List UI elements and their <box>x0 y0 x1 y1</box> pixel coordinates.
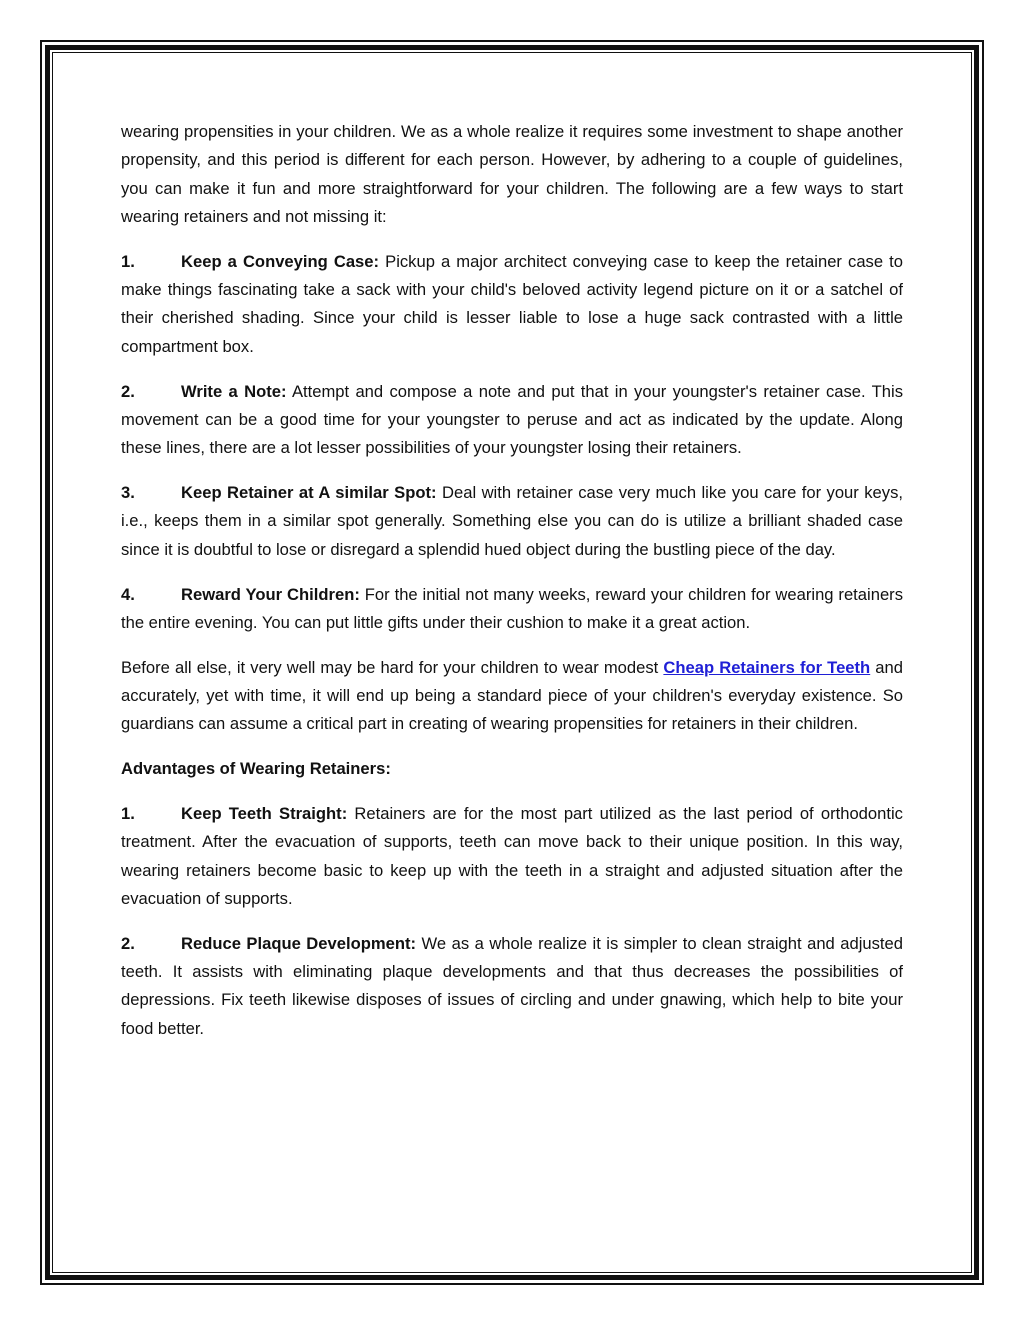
closing-text-after: and accurately, yet with time, it will end up being a standard piece of your children's everyday existence. So guardians can assume a critical part in creating of wearing propensities for retainers in their children. <box>121 657 903 734</box>
tip-number: 3. <box>121 483 135 503</box>
tip-item-4 <box>121 581 903 638</box>
advantage-title: Keep Teeth Straight: <box>181 804 348 824</box>
advantage-number: 1. <box>121 804 135 824</box>
tip-item-3 <box>121 479 903 564</box>
tip-number: 2. <box>121 381 135 401</box>
document-body <box>121 118 903 1060</box>
tip-title: Keep Retainer at A similar Spot: <box>181 483 437 503</box>
tip-text: Pickup a major architect conveying case to keep the retainer case to make things fascinating take a sack with your child's beloved activity legend picture on it or a satchel of their cherished shading. Since your child is lesser liable to lose a huge sack contrasted with a little compartment box. <box>121 251 903 356</box>
tip-number: 1. <box>121 251 135 271</box>
tip-text: For the initial not many weeks, reward your children for wearing retainers the entire evening. You can put little gifts under their cushion to make it a great action. <box>121 584 903 632</box>
tip-title: Keep a Conveying Case: <box>181 251 380 271</box>
advantages-heading: Advantages of Wearing Retainers: <box>121 759 391 779</box>
advantage-number: 2. <box>121 933 135 953</box>
tip-text: Deal with retainer case very much like you care for your keys, i.e., keeps them in a similar spot generally. Something else you can do is utilize a brilliant shaded case since it is doubtful to lose or disregard a splendid hued object during the bustling piece of the day. <box>121 483 903 559</box>
advantage-text: We as a whole realize it is simpler to clean straight and adjusted teeth. It assists with eliminating plaque developments and that thus decreases the possibilities of depressions. Fix teeth likewise disposes of issues of circling and under gnawing, which help to bite your food better. <box>121 933 903 1038</box>
advantage-item-1 <box>121 800 903 913</box>
intro-paragraph: wearing propensities in your children. We as a whole realize it requires some investment to shape another propensity, and this period is different for each person. However, by adhering to a couple of guidelines, you can make it fun and more straightforward for your children. The following are a few ways to start wearing retainers and not missing it: <box>121 122 903 226</box>
advantage-title: Reduce Plaque Development: <box>181 933 417 953</box>
tip-text: Attempt and compose a note and put that in your youngster's retainer case. This movement can be a good time for your youngster to peruse and act as indicated by the update. Along these lines, there are a lot lesser possibilities of your youngster losing their retainers. <box>121 381 904 458</box>
cheap-retainers-link[interactable]: Cheap Retainers for Teeth <box>663 657 871 677</box>
tip-item-1 <box>121 248 903 361</box>
closing-text-before: Before all else, it very well may be hard for your children to wear modest <box>121 657 664 677</box>
tip-item-2 <box>121 378 903 463</box>
tip-title: Write a Note: <box>181 381 287 401</box>
advantage-text: Retainers are for the most part utilized as the last period of orthodontic treatment. After the evacuation of supports, teeth can move back to their unique position. In this way, wearing retainers become basic to keep up with the teeth in a straight and adjusted situation after the evacuation of supports. <box>121 804 903 908</box>
tip-number: 4. <box>121 584 135 604</box>
closing-paragraph <box>121 654 903 739</box>
tip-title: Reward Your Children: <box>181 584 360 604</box>
advantage-item-2 <box>121 930 903 1043</box>
